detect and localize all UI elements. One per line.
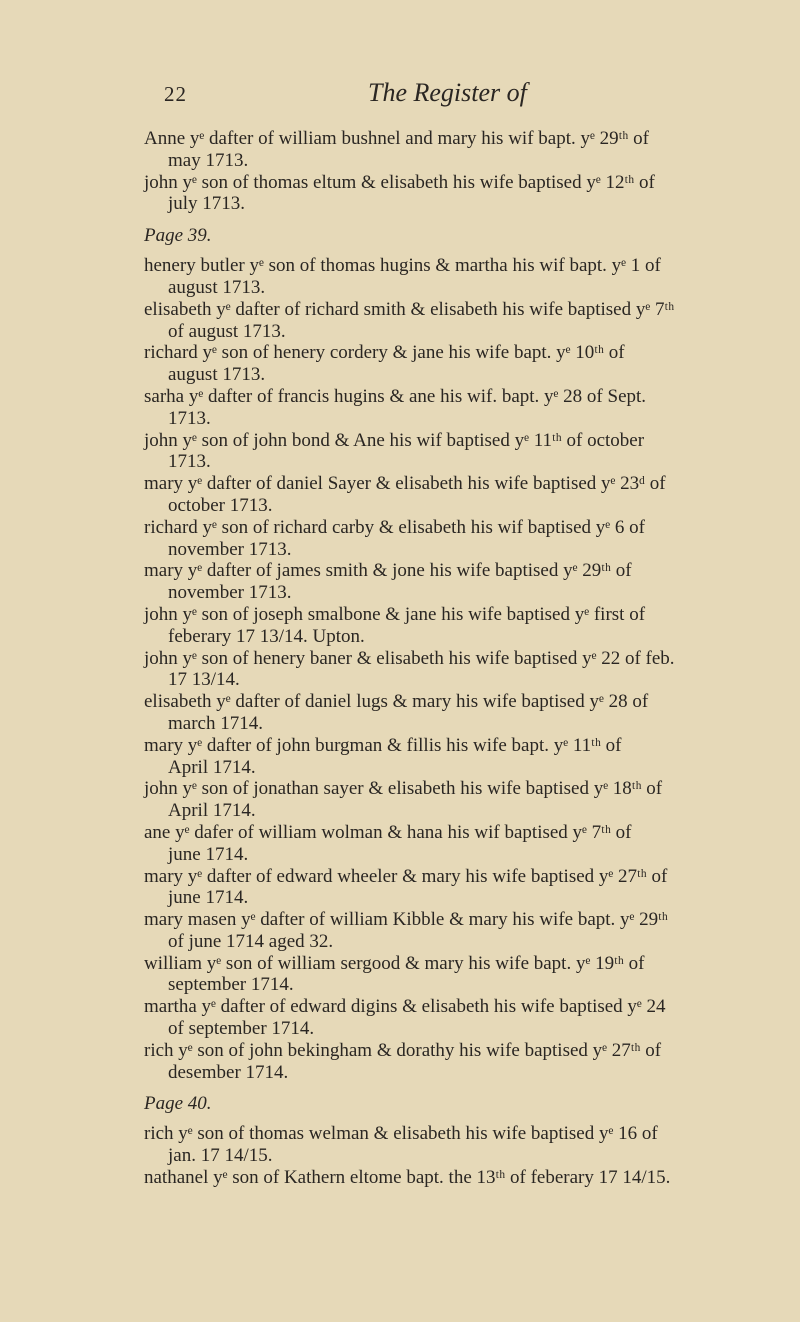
- baptism-entry: [144, 1167, 764, 1189]
- entry-continuation: of june 1714 aged 32.: [168, 930, 334, 952]
- baptism-entry: [144, 604, 764, 648]
- entry-continuation: of august 1713.: [168, 320, 286, 342]
- baptism-entry: [144, 1123, 764, 1167]
- entry-line: rich yᵉ son of john bekingham & dorathy his wife baptised yᵉ 27ᵗʰ of: [144, 1039, 662, 1061]
- entry-continuation: october 1713.: [168, 494, 273, 516]
- baptism-entry: [144, 473, 764, 517]
- entry-line: john yᵉ son of joseph smalbone & jane his wife baptised yᵉ first of: [144, 603, 646, 625]
- entry-line: sarha yᵉ dafter of francis hugins & ane his wif. bapt. yᵉ 28 of Sept.: [144, 385, 647, 407]
- entry-line: mary yᵉ dafter of james smith & jone his wife baptised yᵉ 29ᵗʰ of: [144, 560, 632, 582]
- baptism-entry: [144, 386, 764, 430]
- baptism-entry: [144, 778, 764, 822]
- baptism-entry: [144, 255, 764, 299]
- baptism-entry: [144, 953, 764, 997]
- entry-line: nathanel yᵉ son of Kathern eltome bapt. the 13ᵗʰ of feberary 17 14/15.: [144, 1167, 671, 1189]
- entry-continuation: desember 1714.: [168, 1061, 289, 1083]
- baptism-entry: [144, 648, 764, 692]
- entry-continuation: june 1714.: [168, 887, 249, 909]
- entry-continuation: April 1714.: [168, 800, 256, 822]
- entry-continuation: june 1714.: [168, 843, 249, 865]
- entry-line: martha yᵉ dafter of edward digins & elisabeth his wife baptised yᵉ 24: [144, 996, 666, 1018]
- entry-line: mary yᵉ dafter of edward wheeler & mary his wife baptised yᵉ 27ᵗʰ of: [144, 865, 668, 887]
- entry-line: elisabeth yᵉ dafter of richard smith & elisabeth his wife baptised yᵉ 7ᵗʰ: [144, 298, 675, 320]
- entry-continuation: november 1713.: [168, 538, 292, 560]
- running-title: The Register of: [368, 78, 527, 107]
- baptism-entry: [144, 735, 764, 779]
- entry-continuation: september 1714.: [168, 974, 294, 996]
- entry-continuation: november 1713.: [168, 582, 292, 604]
- entry-continuation: 1713.: [168, 407, 211, 429]
- page-header: [0, 70, 800, 110]
- entry-line: ane yᵉ dafer of william wolman & hana his wif baptised yᵉ 7ᵗʰ of: [144, 821, 632, 843]
- entry-line: Anne yᵉ dafter of william bushnel and mary his wif bapt. yᵉ 29ᵗʰ of: [144, 128, 649, 149]
- entry-line: john yᵉ son of henery baner & elisabeth his wife baptised yᵉ 22 of feb.: [144, 647, 675, 669]
- page-number: 22: [164, 82, 187, 106]
- entry-line: john yᵉ son of thomas eltum & elisabeth his wife baptised yᵉ 12ᵗʰ of: [144, 171, 655, 193]
- baptism-entry: [144, 172, 764, 216]
- entry-line: richard yᵉ son of richard carby & elisabeth his wif baptised yᵉ 6 of: [144, 516, 645, 538]
- baptism-entry: [144, 430, 764, 474]
- section-page-label: Page 40.: [144, 1093, 212, 1115]
- baptism-entry: [144, 996, 764, 1040]
- entry-continuation: 1713.: [168, 451, 211, 473]
- baptism-entry: [144, 822, 764, 866]
- baptism-entry: [144, 299, 764, 343]
- entry-line: john yᵉ son of jonathan sayer & elisabeth his wife baptised yᵉ 18ᵗʰ of: [144, 778, 663, 800]
- entry-line: john yᵉ son of john bond & Ane his wif baptised yᵉ 11ᵗʰ of october: [144, 429, 645, 451]
- entry-continuation: 17 13/14.: [168, 669, 240, 691]
- entry-continuation: july 1713.: [168, 193, 246, 215]
- entry-line: henery butler yᵉ son of thomas hugins & martha his wif bapt. yᵉ 1 of: [144, 255, 661, 277]
- baptism-entry: [144, 1040, 764, 1084]
- entry-line: william yᵉ son of william sergood & mary his wife bapt. yᵉ 19ᵗʰ of: [144, 952, 645, 974]
- baptism-entry: [144, 342, 764, 386]
- baptism-entry: [144, 128, 764, 172]
- section-page-label: Page 39.: [144, 225, 212, 247]
- entry-continuation: may 1713.: [168, 149, 249, 171]
- baptism-entry: [144, 517, 764, 561]
- entry-continuation: march 1714.: [168, 712, 263, 734]
- entry-continuation: feberary 17 13/14. Upton.: [168, 625, 365, 647]
- baptism-entry: [144, 909, 764, 953]
- entry-line: rich yᵉ son of thomas welman & elisabeth his wife baptised yᵉ 16 of: [144, 1123, 658, 1145]
- entry-continuation: jan. 17 14/15.: [168, 1145, 273, 1167]
- baptism-entry: [144, 691, 764, 735]
- entry-line: elisabeth yᵉ dafter of daniel lugs & mary his wife baptised yᵉ 28 of: [144, 691, 649, 713]
- entry-line: mary yᵉ dafter of john burgman & fillis his wife bapt. yᵉ 11ᵗʰ of: [144, 734, 622, 756]
- entry-line: richard yᵉ son of henery cordery & jane his wife bapt. yᵉ 10ᵗʰ of: [144, 342, 625, 364]
- entry-continuation: of september 1714.: [168, 1018, 315, 1040]
- entry-line: mary masen yᵉ dafter of william Kibble & mary his wife bapt. yᵉ 29ᵗʰ: [144, 909, 668, 931]
- baptism-entry: [144, 866, 764, 910]
- entry-line: mary yᵉ dafter of daniel Sayer & elisabeth his wife baptised yᵉ 23ᵈ of: [144, 473, 666, 495]
- register-entries: [144, 128, 764, 1189]
- entry-continuation: august 1713.: [168, 276, 266, 298]
- entry-continuation: April 1714.: [168, 756, 256, 778]
- entry-continuation: august 1713.: [168, 364, 266, 386]
- baptism-entry: [144, 560, 764, 604]
